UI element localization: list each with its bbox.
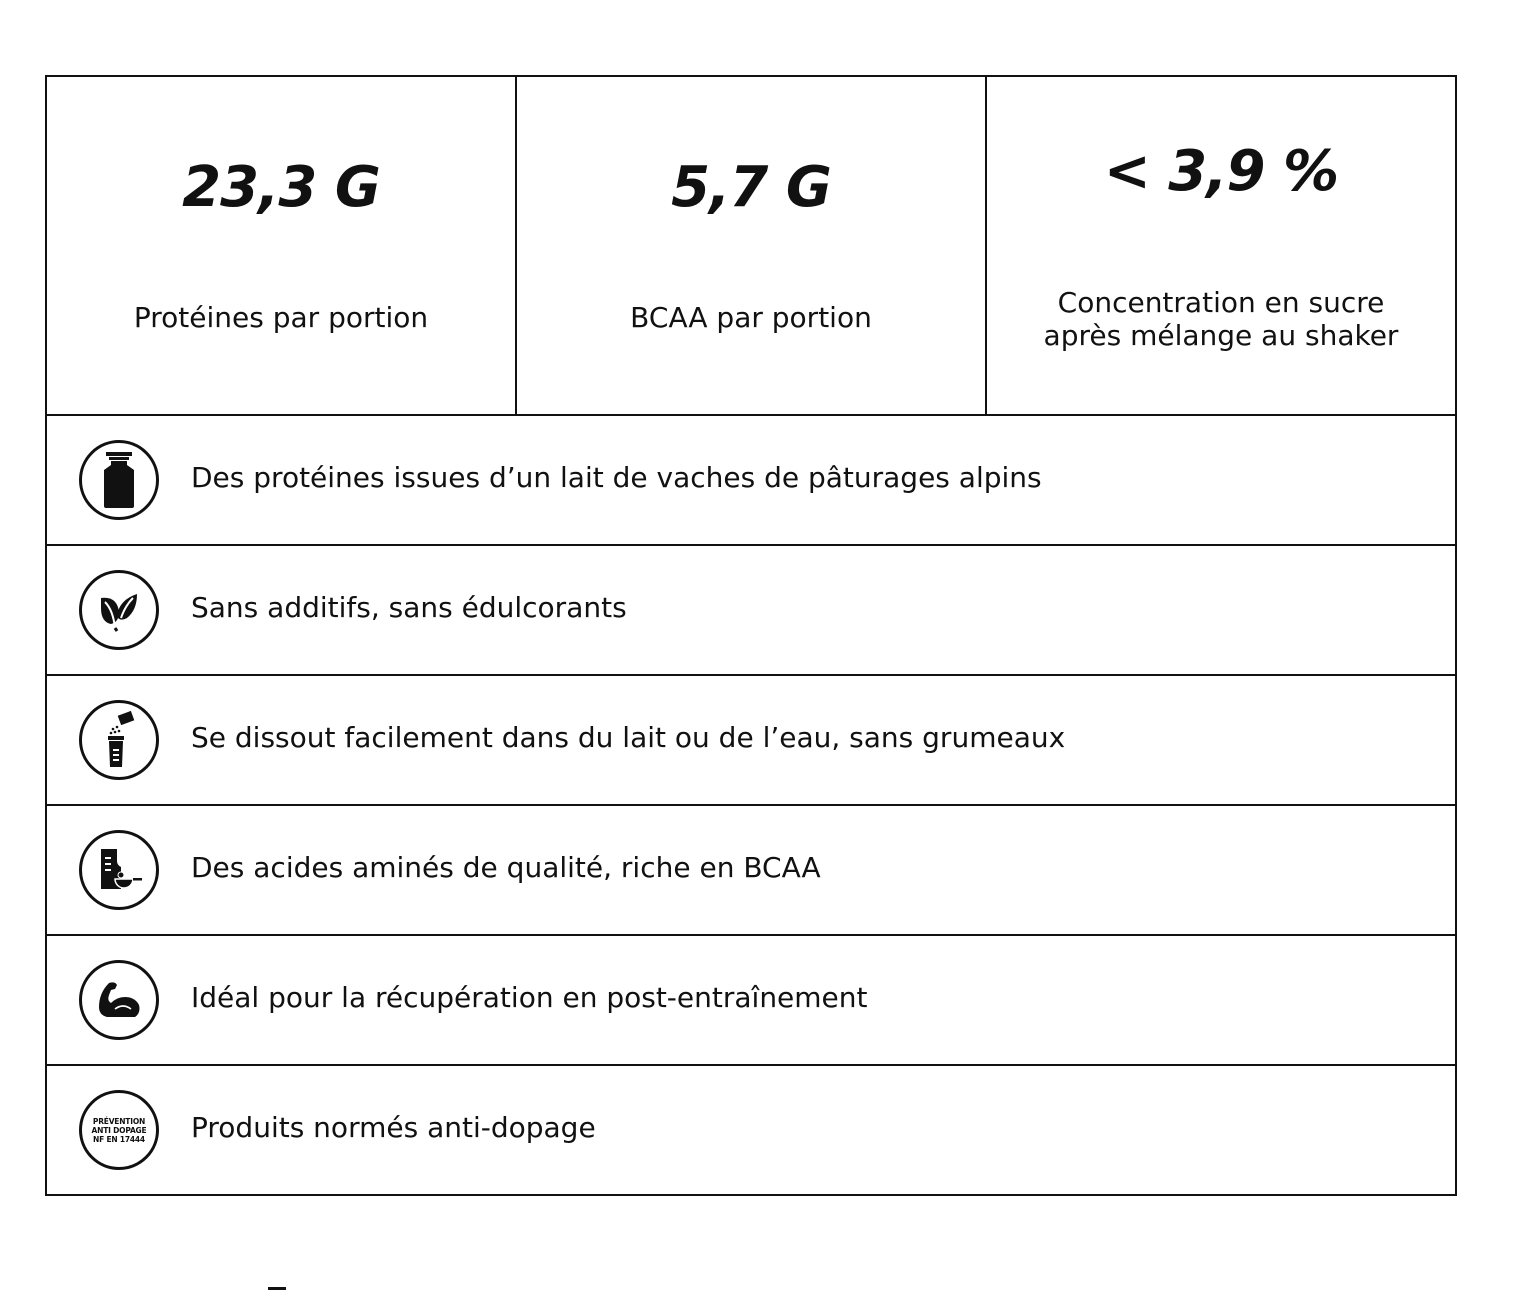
feature-row <box>47 676 1455 806</box>
stat-sugar <box>987 77 1455 414</box>
stat-value: < 3,9 % <box>1103 139 1339 204</box>
badge-line: PRÉVENTION <box>92 1116 146 1126</box>
stat-label: BCAA par portion <box>630 301 872 334</box>
milk-can-icon <box>79 440 159 520</box>
feature-row <box>47 416 1455 546</box>
feature-text: Des protéines issues d’un lait de vaches de pâturages alpins <box>191 461 1042 494</box>
feature-text: Des acides aminés de qualité, riche en BCAA <box>191 851 821 884</box>
badge-text <box>92 1117 147 1144</box>
muscle-arm-icon <box>79 960 159 1040</box>
stat-value: 23,3 G <box>182 155 380 220</box>
feature-row <box>47 546 1455 676</box>
scoop-icon <box>79 830 159 910</box>
badge-line: NF EN 17444 <box>93 1134 145 1144</box>
feature-text: Idéal pour la récupération en post-entraînement <box>191 981 868 1014</box>
stat-value: 5,7 G <box>671 155 831 220</box>
stat-label-line: Concentration en sucre <box>1057 286 1385 319</box>
stat-label: Protéines par portion <box>133 301 429 334</box>
feature-row <box>47 1066 1455 1194</box>
stat-protein <box>47 77 517 414</box>
badge-line: ANTI DOPAGE <box>91 1125 147 1135</box>
feature-row <box>47 806 1455 936</box>
feature-row <box>47 936 1455 1066</box>
nutrition-info-panel <box>45 75 1457 1196</box>
leaf-icon <box>79 570 159 650</box>
stat-bcaa <box>517 77 987 414</box>
feature-text: Produits normés anti-dopage <box>191 1111 596 1144</box>
shaker-icon <box>79 700 159 780</box>
feature-text: Sans additifs, sans édulcorants <box>191 591 627 624</box>
stat-label-line: après mélange au shaker <box>1043 319 1399 352</box>
anti-doping-badge-icon <box>79 1090 159 1170</box>
stats-row <box>47 77 1455 416</box>
feature-text: Se dissout facilement dans du lait ou de l’eau, sans grumeaux <box>191 721 1066 754</box>
stat-label <box>987 286 1455 352</box>
